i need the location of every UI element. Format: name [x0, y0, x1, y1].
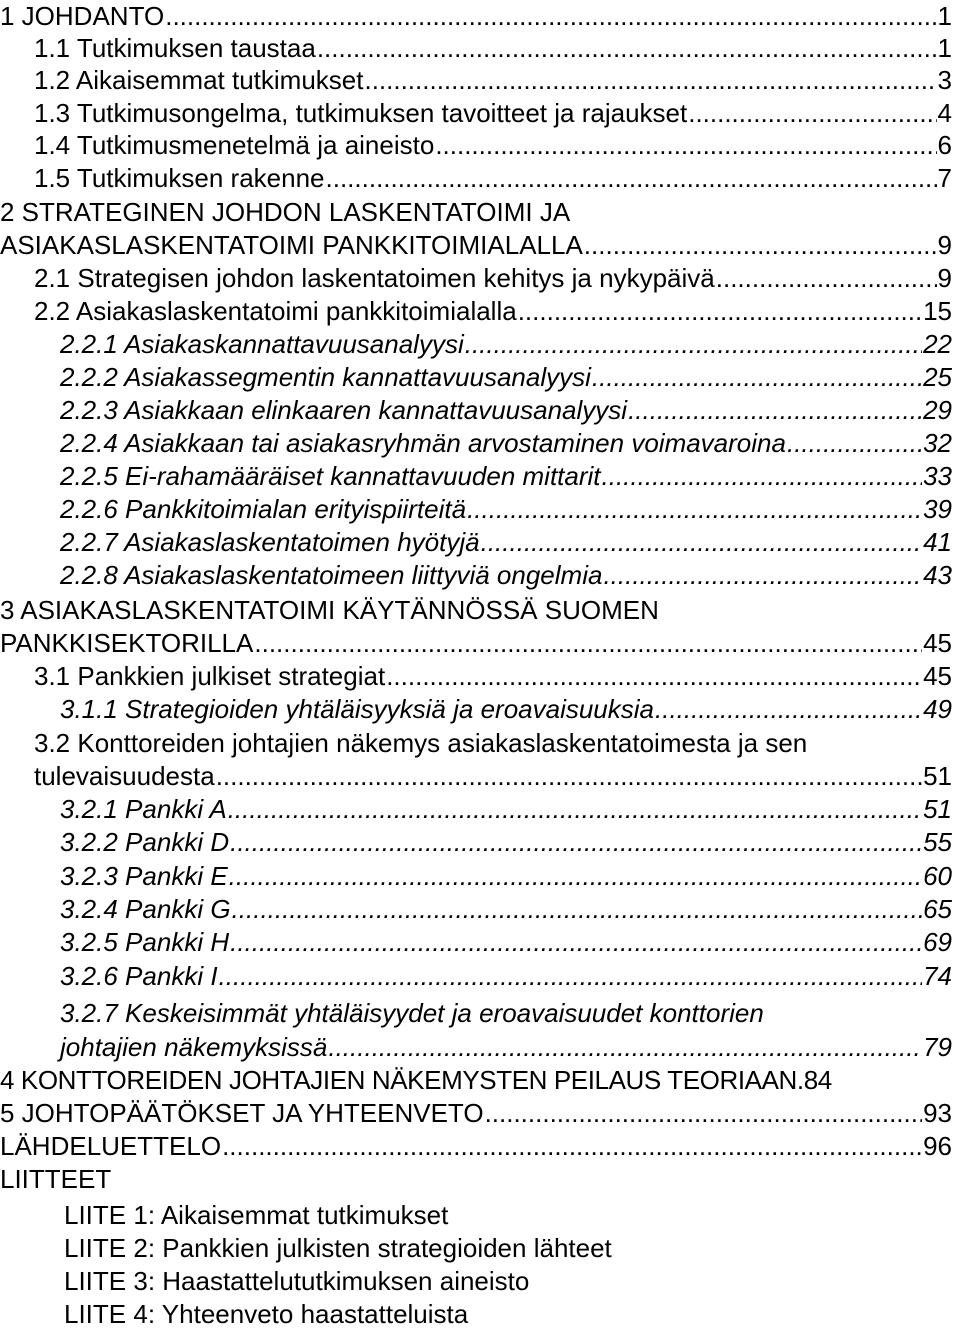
toc-entry[interactable] [60, 526, 952, 559]
toc-leader-dots [465, 328, 922, 361]
toc-page-number: 45 [923, 628, 952, 658]
toc-entry-title: 2.2 Asiakaslaskentatoimi pankkitoimialalla [34, 296, 517, 326]
toc-page-number: 25 [923, 362, 952, 392]
toc-leader-dots [787, 427, 922, 460]
toc-page-number: 15 [923, 296, 952, 326]
toc-page-number: 7 [937, 163, 952, 193]
toc-entry[interactable] [0, 1097, 952, 1130]
toc-page-number: 33 [923, 461, 952, 491]
toc-page-number: 96 [923, 1131, 952, 1161]
toc-page-number: 39 [923, 494, 952, 524]
toc-entry-title[interactable]: 2 STRATEGINEN JOHDON LASKENTATOIMI JA [0, 197, 571, 227]
toc-entry-title[interactable]: LIITTEET [0, 1164, 112, 1194]
toc-page-number: 74 [923, 961, 952, 991]
toc-entry[interactable] [60, 394, 952, 427]
toc-leader-dots [603, 559, 922, 592]
toc-page-number: 65 [923, 894, 952, 924]
toc-page-number: 79 [923, 1032, 952, 1062]
toc-leader-dots [386, 660, 922, 693]
toc-entry[interactable] [60, 693, 952, 726]
toc-entry[interactable] [60, 793, 952, 826]
toc-entry[interactable] [0, 627, 952, 660]
toc-leader-dots [219, 960, 923, 993]
appendix-item: LIITE 1: Aikaisemmat tutkimukset [64, 1200, 449, 1230]
toc-page-number: 93 [923, 1098, 952, 1128]
toc-entry[interactable] [60, 926, 952, 959]
toc-leader-dots [655, 693, 922, 726]
toc-entry-title: 2.2.4 Asiakkaan tai asiakasryhmän arvostaminen voimavaroina [60, 428, 786, 458]
toc-entry-title: 3.2.6 Pankki I [60, 961, 218, 991]
toc-entry-title: 5 JOHTOPÄÄTÖKSET JA YHTEENVETO [0, 1098, 484, 1128]
toc-leader-dots [688, 97, 936, 130]
toc-entry[interactable] [60, 427, 952, 460]
toc-leader-dots [229, 860, 922, 893]
toc-entry[interactable] [34, 64, 952, 97]
toc-page-number: 45 [923, 661, 952, 691]
toc-leader-dots [222, 1130, 922, 1163]
toc-entry[interactable] [34, 162, 952, 195]
toc-leader-dots [317, 32, 937, 65]
toc-page-number: 9 [937, 263, 952, 293]
appendix-item: LIITE 4: Yhteenveto haastatteluista [64, 1299, 469, 1329]
toc-entry-title: 3.2.5 Pankki H [60, 927, 230, 957]
toc-entry[interactable] [0, 229, 952, 262]
toc-page-number: 60 [923, 861, 952, 891]
toc-entry-title: ASIAKASLASKENTATOIMI PANKKITOIMIALALLA [0, 230, 583, 260]
toc-entry-title: 1.4 Tutkimusmenetelmä ja aineisto [34, 130, 435, 160]
toc-page-number: 9 [937, 230, 952, 260]
toc-entry[interactable] [60, 559, 952, 592]
toc-entry[interactable] [60, 826, 952, 859]
toc-entry-title: 2.1 Strategisen johdon laskentatoimen kehitys ja nykypäivä [34, 263, 715, 293]
toc-entry[interactable] [0, 1130, 952, 1163]
toc-leader-dots [592, 361, 922, 394]
toc-entry-title: johtajien näkemyksissä [60, 1032, 328, 1062]
toc-page-number: 32 [923, 428, 952, 458]
toc-entry-title[interactable]: 3 ASIAKASLASKENTATOIMI KÄYTÄNNÖSSÄ SUOMEN [0, 595, 659, 625]
toc-page-number: 29 [923, 395, 952, 425]
toc-leader-dots [326, 162, 937, 195]
toc-leader-dots [485, 1097, 923, 1130]
toc-entry-title: 3.2.3 Pankki E [60, 861, 228, 891]
toc-page-number: 1 [937, 1, 952, 31]
toc-leader-dots [628, 394, 922, 427]
toc-entry[interactable] [34, 760, 952, 793]
toc-entry-title: 3.1 Pankkien julkiset strategiat [34, 661, 386, 691]
toc-entry-title: 3.2.4 Pankki G [60, 894, 231, 924]
toc-entry[interactable] [0, 1064, 952, 1097]
toc-entry[interactable] [60, 1031, 952, 1064]
toc-page-number: 6 [937, 130, 952, 160]
toc-entry[interactable] [0, 0, 952, 33]
toc-entry[interactable] [34, 32, 952, 65]
toc-page-number: 49 [923, 694, 952, 724]
toc-entry-title: 2.2.7 Asiakaslaskentatoimen hyötyjä [60, 527, 480, 557]
toc-entry-title[interactable]: 3.2 Konttoreiden johtajien näkemys asiakaslaskentatoimesta ja sen [34, 728, 808, 758]
toc-entry[interactable] [60, 860, 952, 893]
toc-entry-title: 3.2.2 Pankki D [60, 827, 230, 857]
toc-page-number: 1 [937, 33, 952, 63]
toc-entry-title: LÄHDELUETTELO [0, 1131, 222, 1161]
toc-entry-title: tulevaisuudesta [34, 761, 215, 791]
toc-entry-title: 3.2.1 Pankki A [60, 794, 227, 824]
toc-page-number: 69 [923, 927, 952, 957]
toc-leader-dots [518, 295, 922, 328]
toc-leader-dots [228, 793, 922, 826]
toc-leader-dots [232, 893, 923, 926]
toc-page-number: 55 [923, 827, 952, 857]
toc-leader-dots [584, 229, 937, 262]
toc-entry-title: 1 JOHDANTO [0, 1, 165, 31]
toc-entry-title: 1.2 Aikaisemmat tutkimukset [34, 65, 364, 95]
toc-page-number: 22 [923, 329, 952, 359]
toc-leader-dots [254, 627, 922, 660]
toc-entry[interactable] [60, 493, 952, 526]
toc-page-number: 84 [803, 1065, 832, 1095]
toc-entry[interactable] [60, 361, 952, 394]
toc-page-number: 4 [937, 98, 952, 128]
toc-entry[interactable] [60, 328, 952, 361]
toc-entry-title: 2.2.5 Ei-rahamääräiset kannattavuuden mittarit [60, 461, 601, 491]
appendix-item: LIITE 3: Haastattelututkimuksen aineisto [64, 1266, 530, 1296]
toc-entry-title: 1.5 Tutkimuksen rakenne [34, 163, 325, 193]
toc-leader-dots [230, 926, 922, 959]
toc-leader-dots [602, 460, 923, 493]
toc-entry-title: 2.2.8 Asiakaslaskentatoimeen liittyviä ongelmia [60, 560, 603, 590]
toc-entry-title: 2.2.2 Asiakassegmentin kannattavuusanalyysi [60, 362, 591, 392]
toc-leader-dots [435, 129, 936, 162]
toc-leader-dots [364, 64, 936, 97]
appendix-item: LIITE 2: Pankkien julkisten strategioiden lähteet [64, 1233, 612, 1263]
toc-entry-title: 2.2.1 Asiakaskannattavuusanalyysi [60, 329, 464, 359]
toc-entry-title: 2.2.3 Asiakkaan elinkaaren kannattavuusanalyysi [60, 395, 628, 425]
toc-entry[interactable] [60, 460, 952, 493]
toc-leader-dots [481, 526, 922, 559]
toc-leader-dots [467, 493, 922, 526]
toc-entry-title: 3.1.1 Strategioiden yhtäläisyyksiä ja eroavaisuuksia [60, 694, 655, 724]
toc-entry-title: 1.3 Tutkimusongelma, tutkimuksen tavoitteet ja rajaukset [34, 98, 688, 128]
toc-entry[interactable] [34, 660, 952, 693]
toc-page-number: 43 [923, 560, 952, 590]
toc-entry[interactable] [60, 960, 952, 993]
toc-entry-title: 4 KONTTOREIDEN JOHTAJIEN NÄKEMYSTEN PEILAUS TEORIAAN. [0, 1065, 804, 1095]
toc-leader-dots [716, 262, 937, 295]
toc-entry[interactable] [34, 129, 952, 162]
toc-page-number: 41 [923, 527, 952, 557]
toc-entry[interactable] [60, 893, 952, 926]
toc-page-number: 51 [923, 794, 952, 824]
toc-entry-title: 2.2.6 Pankkitoimialan erityispiirteitä [60, 494, 467, 524]
toc-leader-dots [328, 1031, 922, 1064]
toc-leader-dots [216, 760, 922, 793]
toc-entry-title: PANKKISEKTORILLA [0, 628, 254, 658]
toc-leader-dots [230, 826, 922, 859]
toc-entry-title[interactable]: 3.2.7 Keskeisimmät yhtäläisyydet ja eroavaisuudet konttorien [60, 998, 764, 1028]
toc-page-number: 3 [937, 65, 952, 95]
toc-entry[interactable] [34, 295, 952, 328]
toc-leader-dots [165, 0, 936, 33]
toc-page-number: 51 [923, 761, 952, 791]
toc-entry[interactable] [34, 262, 952, 295]
toc-entry[interactable] [34, 97, 952, 130]
toc-entry-title: 1.1 Tutkimuksen taustaa [34, 33, 316, 63]
